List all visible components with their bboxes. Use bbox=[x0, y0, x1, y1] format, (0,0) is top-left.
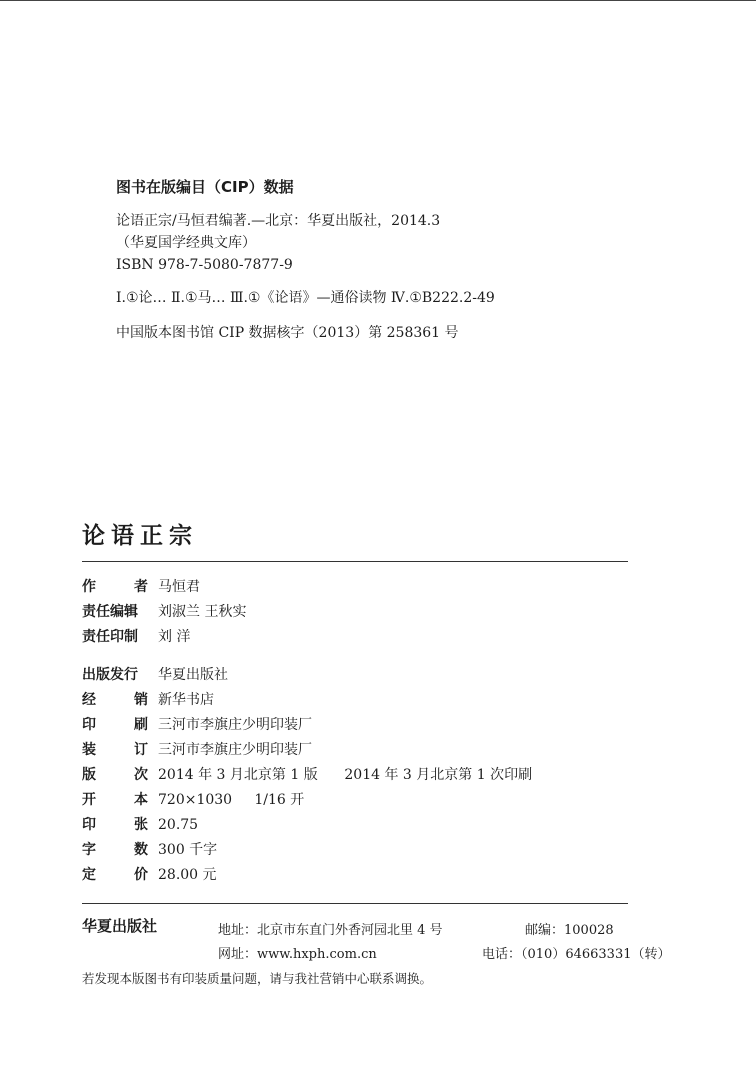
edition-label: 版 次 bbox=[82, 767, 148, 783]
editor-value: 刘淑兰 王秋实 bbox=[158, 604, 247, 620]
colophon-table bbox=[82, 575, 642, 888]
colophon-row-author bbox=[82, 575, 642, 600]
colophon-row-editor bbox=[82, 600, 642, 625]
colophon-row-publisher bbox=[82, 663, 642, 688]
cip-classification: Ⅰ.①论… Ⅱ.①马… Ⅲ.①《论语》—通俗读物 Ⅳ.①B222.2-49 bbox=[116, 290, 495, 306]
printer-value: 三河市李旗庄少明印装厂 bbox=[158, 717, 312, 733]
sheets-value: 20.75 bbox=[158, 817, 199, 833]
colophon-row-binder bbox=[82, 738, 642, 763]
cip-series: （华夏国学经典文库） bbox=[116, 235, 256, 251]
colophon-row-format bbox=[82, 788, 642, 813]
footer-divider bbox=[82, 903, 628, 904]
distributor-label: 经 销 bbox=[82, 692, 148, 708]
binder-label: 装 订 bbox=[82, 742, 148, 758]
footer-postcode: 邮编：100028 bbox=[525, 923, 614, 938]
words-label: 字 数 bbox=[82, 842, 148, 858]
format-label: 开 本 bbox=[82, 792, 148, 808]
top-border-line bbox=[0, 0, 756, 1]
editor-label: 责任编辑 bbox=[82, 604, 138, 620]
price-value: 28.00 元 bbox=[158, 867, 217, 883]
colophon-row-sheets bbox=[82, 813, 642, 838]
footer-address: 地址：北京市东直门外香河园北里 4 号 bbox=[218, 923, 443, 938]
format-value: 720×1030 1/16 开 bbox=[158, 792, 305, 808]
edition-value: 2014 年 3 月北京第 1 版 2014 年 3 月北京第 1 次印刷 bbox=[158, 767, 533, 783]
printer-label: 印 刷 bbox=[82, 717, 148, 733]
colophon-row-printer bbox=[82, 713, 642, 738]
book-title: 论语正宗 bbox=[82, 522, 198, 549]
colophon-row-words bbox=[82, 838, 642, 863]
print-editor-value: 刘 洋 bbox=[158, 629, 191, 645]
footer-website: 网址：www.hxph.com.cn bbox=[218, 947, 377, 962]
colophon-row-price bbox=[82, 863, 642, 888]
cip-data-block bbox=[116, 176, 676, 344]
cip-isbn: ISBN 978-7-5080-7877-9 bbox=[116, 257, 293, 273]
title-divider bbox=[82, 561, 628, 562]
footer-publisher-name: 华夏出版社 bbox=[82, 917, 158, 935]
price-label: 定 价 bbox=[82, 867, 148, 883]
sheets-label: 印 张 bbox=[82, 817, 148, 833]
footer-phone: 电话：（010）64663331（转） bbox=[482, 947, 671, 962]
publisher-value: 华夏出版社 bbox=[158, 667, 228, 683]
cip-heading: 图书在版编目（CIP）数据 bbox=[116, 178, 294, 196]
cip-title-line: 论语正宗/马恒君编著.—北京：华夏出版社，2014.3 bbox=[116, 213, 441, 229]
binder-value: 三河市李旗庄少明印装厂 bbox=[158, 742, 312, 758]
author-value: 马恒君 bbox=[158, 579, 200, 595]
words-value: 300 千字 bbox=[158, 842, 218, 858]
quality-notice: 若发现本版图书有印装质量问题，请与我社营销中心联系调换。 bbox=[82, 971, 433, 986]
author-label: 作 者 bbox=[82, 579, 148, 595]
distributor-value: 新华书店 bbox=[158, 692, 214, 708]
colophon-row-edition bbox=[82, 763, 642, 788]
cip-check-number: 中国版本图书馆 CIP 数据核字（2013）第 258361 号 bbox=[116, 325, 459, 341]
publisher-label: 出版发行 bbox=[82, 667, 138, 683]
colophon-row-distributor bbox=[82, 688, 642, 713]
print-editor-label: 责任印制 bbox=[82, 629, 138, 645]
colophon-row-print-editor bbox=[82, 625, 642, 650]
